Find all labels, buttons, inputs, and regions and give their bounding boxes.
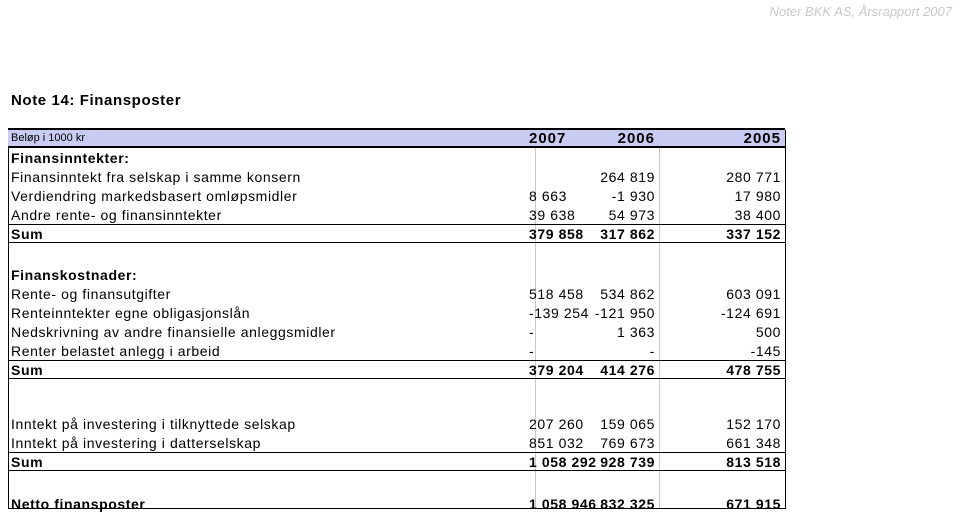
cell-value: 337 152 xyxy=(726,225,781,242)
row-label: Sum xyxy=(11,361,44,378)
unit-label: Beløp i 1000 kr xyxy=(11,132,85,144)
cell-value: 38 400 xyxy=(734,206,781,223)
table-row xyxy=(8,246,785,265)
row-label: Sum xyxy=(11,453,44,470)
row-label: Finanskostnader: xyxy=(11,266,138,283)
column-divider xyxy=(785,130,786,509)
row-label: Sum xyxy=(11,225,44,242)
table-row xyxy=(8,167,785,186)
cell-value: 264 819 xyxy=(600,168,655,185)
cell-value: 500 xyxy=(755,323,781,340)
table-row: Inntekt på investering i datterselskap 851 032 769 673 661 348 xyxy=(8,433,785,452)
year-header: 2006 xyxy=(617,129,655,147)
cell-value: 414 276 xyxy=(600,361,655,378)
table-row: Netto finansposter 1 058 946 832 325 671 915 xyxy=(8,494,785,513)
cell-value: - xyxy=(649,342,655,359)
table-header-row: Beløp i 1000 kr 2007 2006 2005 xyxy=(8,128,785,148)
cell-value: 159 065 xyxy=(600,415,655,432)
table-bottom-border xyxy=(8,508,785,509)
table-row xyxy=(8,475,785,494)
table-row: Inntekt på investering i tilknyttede selskap 207 260 159 065 152 170 xyxy=(8,414,785,433)
table-row: Sum 1 058 292 928 739 813 518 xyxy=(8,452,785,471)
table-row: Sum 379 858 317 862 337 152 xyxy=(8,224,785,243)
row-label: Inntekt på investering i datterselskap xyxy=(11,434,262,451)
cell-value: -145 xyxy=(750,342,781,359)
cell-value: 280 771 xyxy=(726,168,781,185)
year-header: 2005 xyxy=(743,129,781,147)
cell-value: 603 091 xyxy=(726,285,781,302)
cell-value: 671 915 xyxy=(726,495,781,512)
cell-value: 54 973 xyxy=(608,206,655,223)
table-row: Renteinntekter egne obligasjonslån -139 254 -121 950 -124 691 xyxy=(8,303,785,322)
row-label: Andre rente- og finansinntekter xyxy=(11,206,222,223)
note-title: Note 14: Finansposter xyxy=(11,92,182,109)
page-header: Noter BKK AS, Årsrapport 2007 xyxy=(769,4,952,19)
cell-value: 478 755 xyxy=(726,361,781,378)
cell-value: 769 673 xyxy=(600,434,655,451)
table-row: Verdiendring markedsbasert omløpsmidler 8 663 -1 930 17 980 xyxy=(8,186,785,205)
row-label: Renter belastet anlegg i arbeid xyxy=(11,342,221,359)
cell-value: 152 170 xyxy=(726,415,781,432)
row-label: Netto finansposter xyxy=(11,495,146,512)
table-row: Andre rente- og finansinntekter 39 638 54 973 38 400 xyxy=(8,205,785,224)
finance-table xyxy=(8,128,785,512)
row-label: Rente- og finansutgifter xyxy=(11,285,171,302)
row-label: Finansinntekter: xyxy=(11,149,130,166)
table-row: Renter belastet anlegg i arbeid - - -145 xyxy=(8,341,785,360)
cell-value: -121 950 xyxy=(594,304,655,321)
cell-value: 1 363 xyxy=(616,323,655,340)
cell-value: -1 930 xyxy=(611,187,655,204)
cell-value: 661 348 xyxy=(726,434,781,451)
row-label: Inntekt på investering i tilknyttede selskap xyxy=(11,415,296,432)
cell-value: 17 980 xyxy=(734,187,781,204)
cell-value: 928 739 xyxy=(600,453,655,470)
cell-value: 813 518 xyxy=(726,453,781,470)
cell-value: 832 325 xyxy=(600,495,655,512)
cell-value: -124 691 xyxy=(720,304,781,321)
row-label: Renteinntekter egne obligasjonslån xyxy=(11,304,251,321)
row-label: Nedskrivning av andre finansielle anleggsmidler xyxy=(11,323,336,340)
table-row: Rente- og finansutgifter 518 458 534 862 603 091 xyxy=(8,284,785,303)
table-row xyxy=(8,380,785,399)
row-label: Finansinntekt fra selskap i samme konsern xyxy=(11,168,301,185)
cell-value: 534 862 xyxy=(600,285,655,302)
table-row xyxy=(8,148,785,167)
table-row xyxy=(8,265,785,284)
cell-value: 317 862 xyxy=(600,225,655,242)
table-row: Nedskrivning av andre finansielle anleggsmidler - 1 363 500 xyxy=(8,322,785,341)
table-row: Sum 379 204 414 276 478 755 xyxy=(8,360,785,379)
row-label: Verdiendring markedsbasert omløpsmidler xyxy=(11,187,298,204)
